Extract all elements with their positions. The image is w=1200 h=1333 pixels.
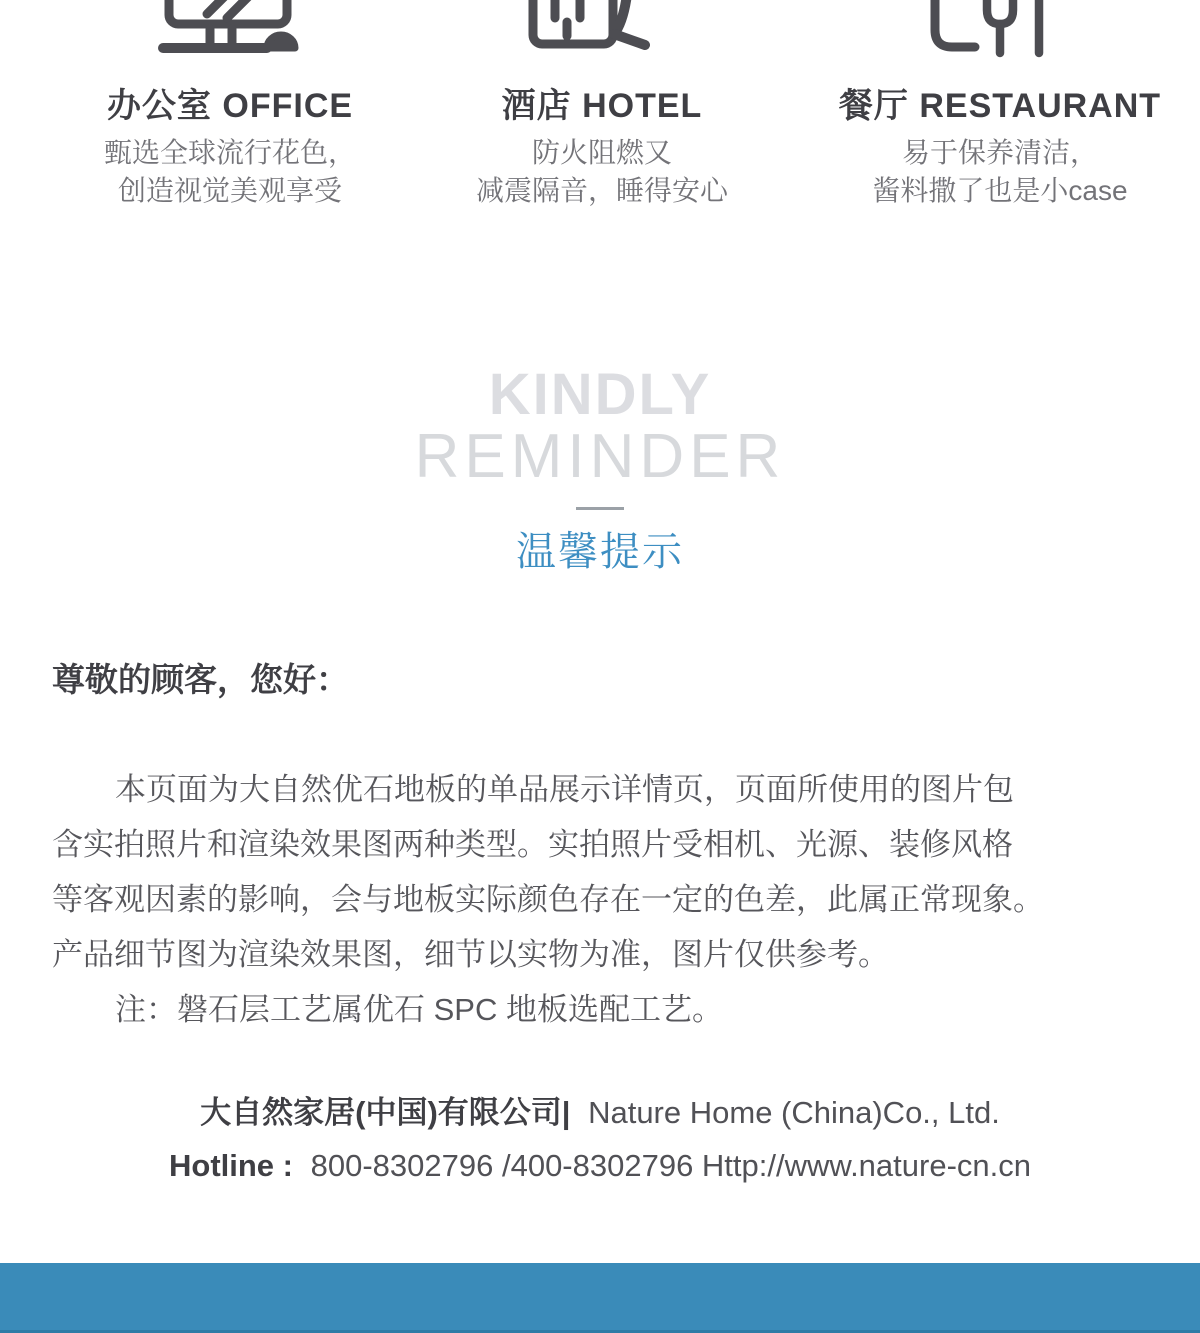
notice-line: 含实拍照片和渲染效果图两种类型。实拍照片受相机、光源、装修风格 — [52, 827, 1013, 862]
scene-column-hotel — [402, 0, 802, 210]
company-name-line — [0, 1086, 1200, 1139]
company-name-cn: 大自然家居(中国)有限公司| — [200, 1095, 571, 1130]
notice-note-line: 注：磐石层工艺属优石 SPC 地板选配工艺。 — [115, 992, 723, 1027]
notice-line: 本页面为大自然优石地板的单品展示详情页，页面所使用的图片包 — [115, 772, 1014, 807]
scene-title-restaurant: 餐厅 RESTAURANT — [838, 87, 1162, 125]
scene-desc-office: 甄选全球流行花色， 创造视觉美观享受 — [103, 137, 356, 206]
scene-title-hotel: 酒店 HOTEL — [501, 87, 703, 125]
notice-section — [52, 660, 1148, 1037]
divider-line — [576, 507, 624, 510]
notice-line: 等客观因素的影响，会与地板实际颜色存在一定的色差，此属正常现象。 — [52, 882, 1044, 917]
restaurant-cutlery-icon — [800, 0, 1200, 58]
notice-salutation: 尊敬的顾客，您好： — [52, 661, 349, 698]
bottom-blue-bar — [0, 1263, 1200, 1333]
scene-title-office: 办公室 OFFICE — [106, 87, 354, 125]
company-name-en: Nature Home (China)Co., Ltd. — [588, 1095, 1000, 1130]
hotline-numbers-and-url: 800-8302796 /400-8302796 Http://www.nature-cn.cn — [310, 1148, 1031, 1183]
notice-line: 产品细节图为渲染效果图，细节以实物为准，图片仅供参考。 — [52, 937, 889, 972]
office-monitor-icon — [30, 0, 430, 58]
scene-desc-restaurant: 易于保养清洁， 酱料撒了也是小case — [872, 137, 1128, 206]
hotline-line — [0, 1139, 1200, 1192]
reminder-heading-en-line2: REMINDER — [414, 422, 786, 491]
company-footer — [0, 1086, 1200, 1192]
scene-column-restaurant — [800, 0, 1200, 210]
reminder-heading-en-line1: KINDLY — [488, 362, 712, 427]
notice-paragraph — [52, 762, 1148, 1037]
scene-column-office — [30, 0, 430, 210]
reminder-heading-cn: 温馨提示 — [516, 530, 684, 574]
hotel-building-icon — [402, 0, 802, 58]
kindly-reminder-section — [0, 362, 1200, 575]
scene-desc-hotel: 防火阻燃又 减震隔音，睡得安心 — [475, 137, 728, 206]
hotline-label: Hotline : — [169, 1148, 293, 1183]
